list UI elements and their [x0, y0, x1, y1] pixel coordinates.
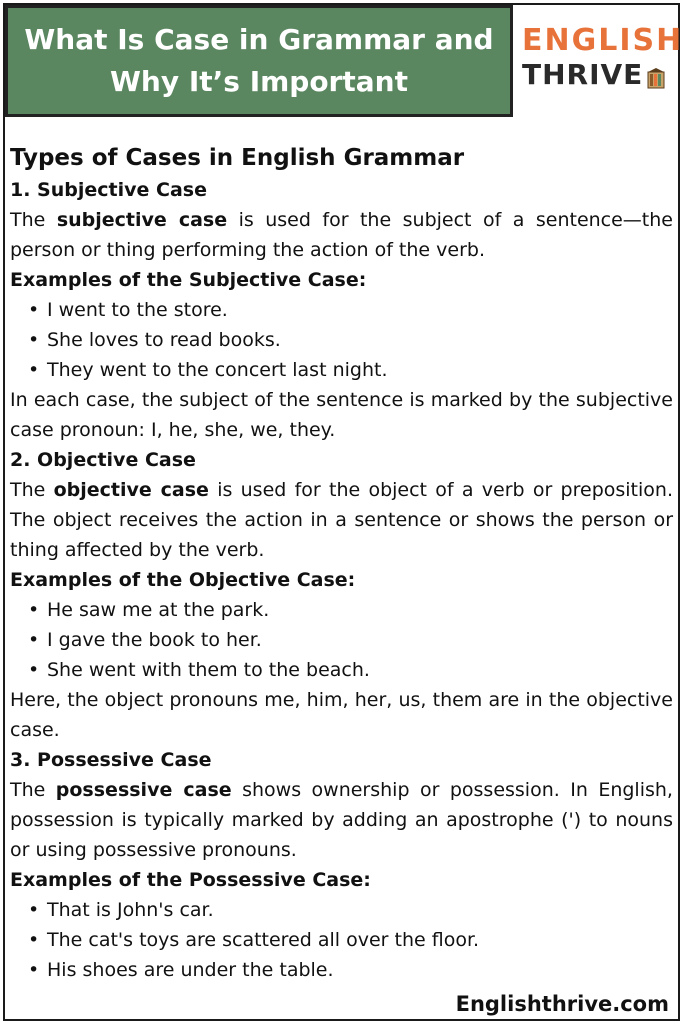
objective-examples-heading: Examples of the Objective Case:: [10, 569, 356, 591]
objective-intro: The objective case is used for the object of a verb or preposition. The object receives the action in a sentence or shows the person or thing affected by the verb.: [10, 479, 673, 561]
objective-term: objective case: [53, 479, 209, 501]
possessive-examples-heading: Examples of the Possessive Case:: [10, 869, 371, 891]
brand-logo: [522, 23, 683, 104]
possessive-heading: 3. Possessive Case: [10, 749, 212, 771]
subjective-intro: The subjective case is used for the subject of a sentence—the person or thing performing the action of the verb.: [10, 209, 673, 261]
objective-examples-list: [10, 595, 673, 685]
list-item: • I gave the book to her.: [28, 625, 673, 655]
subjective-term: subjective case: [56, 209, 228, 231]
list-item: • She loves to read books.: [28, 325, 673, 355]
list-item: • His shoes are under the table.: [28, 955, 673, 985]
logo-thrive-row: [522, 58, 672, 92]
logo-english-text: ENGLISH: [522, 23, 683, 58]
page-title: What Is Case in Grammar and Why It’s Important: [24, 23, 494, 98]
list-item: • I went to the store.: [28, 295, 673, 325]
possessive-term: possessive case: [55, 779, 232, 801]
article-body: [10, 141, 673, 985]
footer-site-link[interactable]: Englishthrive.com: [455, 992, 669, 1016]
subjective-heading: 1. Subjective Case: [10, 179, 207, 201]
subjective-note: In each case, the subject of the sentence is marked by the subjective case pronoun: I, he, she, we, they.: [10, 389, 673, 441]
possessive-intro: The possessive case shows ownership or possession. In English, possession is typically marked by adding an apostrophe (') to nouns or using possessive pronouns.: [10, 779, 673, 861]
list-item: • She went with them to the beach.: [28, 655, 673, 685]
objective-heading: 2. Objective Case: [10, 449, 196, 471]
list-item: • They went to the concert last night.: [28, 355, 673, 385]
possessive-examples-list: [10, 895, 673, 985]
title-banner: [5, 5, 513, 117]
logo-thrive-text: THRIVE: [522, 58, 644, 91]
subjective-examples-heading: Examples of the Subjective Case:: [10, 269, 367, 291]
section-title: Types of Cases in English Grammar: [10, 145, 465, 171]
list-item: • That is John's car.: [28, 895, 673, 925]
book-icon: [647, 64, 665, 86]
list-item: • The cat's toys are scattered all over the floor.: [28, 925, 673, 955]
subjective-examples-list: [10, 295, 673, 385]
objective-note: Here, the object pronouns me, him, her, us, them are in the objective case.: [10, 689, 673, 741]
list-item: • He saw me at the park.: [28, 595, 673, 625]
